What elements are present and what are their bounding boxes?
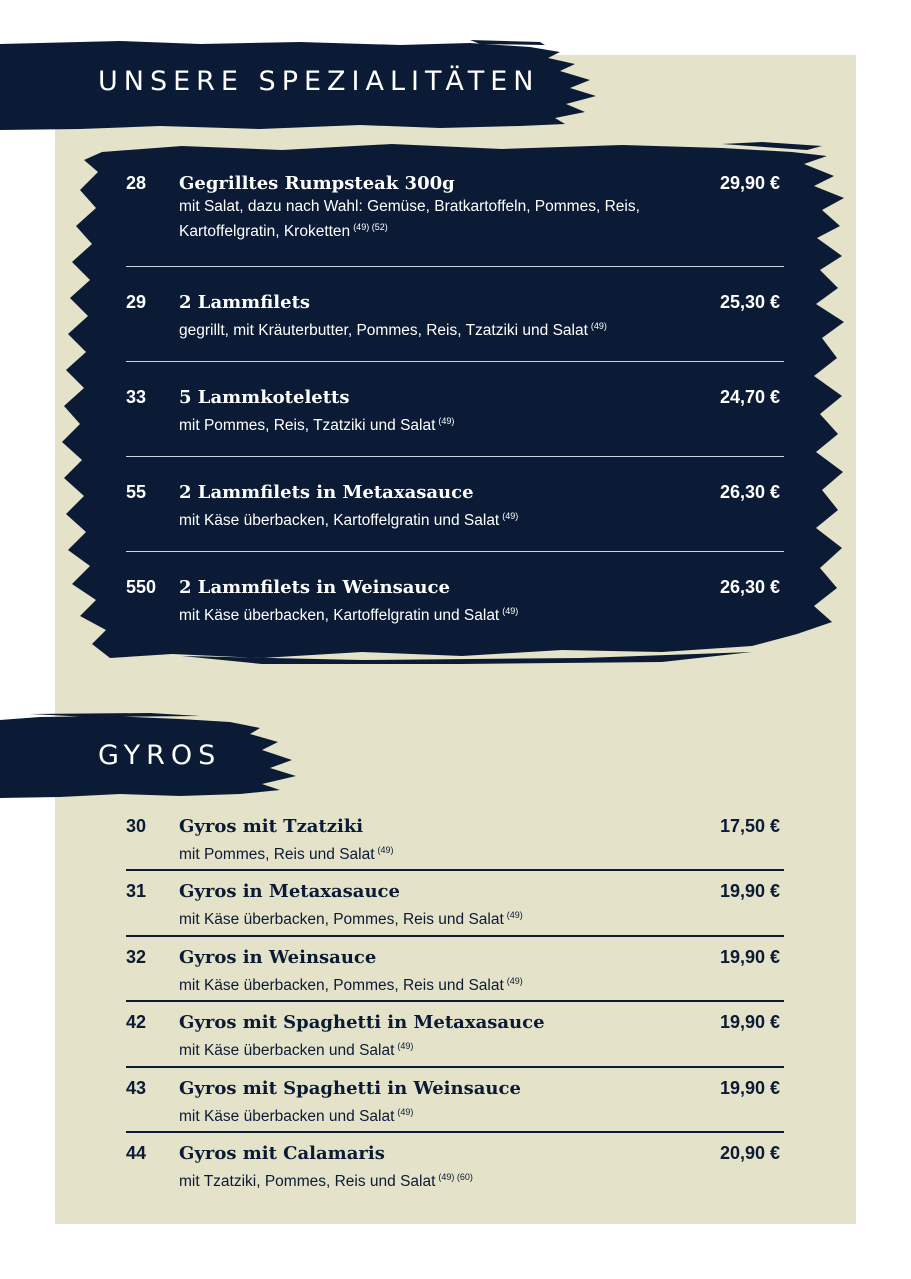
- item-desc-text: mit Käse überbacken, Pommes, Reis und Salat: [179, 911, 504, 928]
- item-notes: (49) (52): [353, 222, 388, 232]
- item-desc-text: gegrillt, mit Kräuterbutter, Pommes, Reis, Tzatziki und Salat: [179, 322, 588, 339]
- item-desc-text: mit Pommes, Reis, Tzatziki und Salat: [179, 417, 436, 434]
- item-price: 19,90 €: [719, 881, 780, 901]
- item-notes: (49): [502, 511, 519, 521]
- item-number: 28: [126, 173, 147, 193]
- specials-title: UNSERE SPEZIALITÄTEN: [98, 66, 540, 97]
- item-desc-text: mit Käse überbacken, Kartoffelgratin und Salat: [179, 607, 500, 624]
- menu-item: [126, 1078, 784, 1124]
- item-number: 30: [126, 816, 147, 836]
- item-price: 17,50 €: [719, 816, 780, 836]
- item-description: [179, 411, 649, 436]
- item-price: 19,90 €: [719, 1078, 780, 1098]
- item-notes: (49): [590, 321, 607, 331]
- menu-item: [126, 881, 784, 927]
- item-name: 2 Lammfilets: [179, 292, 311, 313]
- item-number: 550: [126, 577, 157, 597]
- item-number: 29: [126, 292, 147, 312]
- item-desc-text: mit Salat, dazu nach Wahl: Gemüse, Bratkartoffeln, Pommes, Reis, Kartoffelgratin, Kroketten: [179, 198, 640, 240]
- item-name: Gyros in Metaxasauce: [179, 881, 400, 902]
- item-notes: (49): [438, 416, 455, 426]
- item-number: 55: [126, 482, 147, 502]
- item-description: [179, 971, 649, 996]
- menu-item: [126, 816, 784, 862]
- menu-item: [126, 292, 784, 342]
- item-name: Gyros mit Spaghetti in Weinsauce: [179, 1078, 521, 1099]
- item-desc-text: mit Käse überbacken, Pommes, Reis und Salat: [179, 977, 504, 994]
- item-number: 32: [126, 947, 147, 967]
- item-desc-text: mit Käse überbacken und Salat: [179, 1108, 395, 1125]
- item-description: [179, 1102, 649, 1127]
- item-name: Gyros mit Calamaris: [179, 1143, 385, 1164]
- gyros-title: GYROS: [98, 740, 222, 771]
- item-notes: (49) (60): [438, 1172, 473, 1182]
- item-number: 33: [126, 387, 147, 407]
- item-description: [179, 840, 649, 865]
- item-desc-text: mit Käse überbacken, Kartoffelgratin und Salat: [179, 512, 500, 529]
- item-number: 43: [126, 1078, 147, 1098]
- item-desc-text: mit Käse überbacken und Salat: [179, 1042, 395, 1059]
- item-name: 2 Lammfilets in Weinsauce: [179, 577, 450, 598]
- item-number: 44: [126, 1143, 147, 1163]
- item-notes: (49): [506, 910, 523, 920]
- item-price: 26,30 €: [719, 482, 780, 502]
- item-divider: [126, 935, 784, 937]
- item-price: 24,70 €: [719, 387, 780, 407]
- menu-item: [126, 1143, 784, 1189]
- menu-item: [126, 1012, 784, 1058]
- item-divider: [126, 361, 784, 362]
- item-number: 42: [126, 1012, 147, 1032]
- item-divider: [126, 869, 784, 871]
- item-name: Gyros mit Tzatziki: [179, 816, 364, 837]
- item-desc-text: mit Pommes, Reis und Salat: [179, 846, 375, 863]
- item-desc-text: mit Tzatziki, Pommes, Reis und Salat: [179, 1173, 436, 1190]
- item-divider: [126, 456, 784, 457]
- item-divider: [126, 1000, 784, 1002]
- item-divider: [126, 1066, 784, 1068]
- item-name: 2 Lammfilets in Metaxasauce: [179, 482, 474, 503]
- item-divider: [126, 266, 784, 267]
- menu-item: [126, 482, 784, 532]
- item-notes: (49): [502, 606, 519, 616]
- item-number: 31: [126, 881, 147, 901]
- item-price: 19,90 €: [719, 1012, 780, 1032]
- item-notes: (49): [377, 845, 394, 855]
- menu-item: [126, 387, 784, 437]
- item-name: Gyros in Weinsauce: [179, 947, 377, 968]
- item-notes: (49): [397, 1107, 414, 1117]
- item-price: 20,90 €: [719, 1143, 780, 1163]
- item-price: 29,90 €: [719, 173, 780, 193]
- item-description: [179, 905, 649, 930]
- item-price: 26,30 €: [719, 577, 780, 597]
- item-description: [179, 1167, 649, 1192]
- item-description: [179, 316, 739, 341]
- item-description: [179, 601, 649, 626]
- item-notes: (49): [506, 976, 523, 986]
- item-notes: (49): [397, 1041, 414, 1051]
- item-name: Gegrilltes Rumpsteak 300g: [179, 173, 455, 194]
- item-name: 5 Lammkoteletts: [179, 387, 350, 408]
- item-name: Gyros mit Spaghetti in Metaxasauce: [179, 1012, 545, 1033]
- item-description: [179, 1036, 649, 1061]
- item-divider: [126, 551, 784, 552]
- item-description: [179, 506, 649, 531]
- menu-item: [126, 947, 784, 993]
- item-divider: [126, 1131, 784, 1133]
- item-price: 19,90 €: [719, 947, 780, 967]
- item-price: 25,30 €: [719, 292, 780, 312]
- menu-item: [126, 173, 784, 243]
- menu-item: [126, 577, 784, 627]
- item-description: [179, 197, 649, 242]
